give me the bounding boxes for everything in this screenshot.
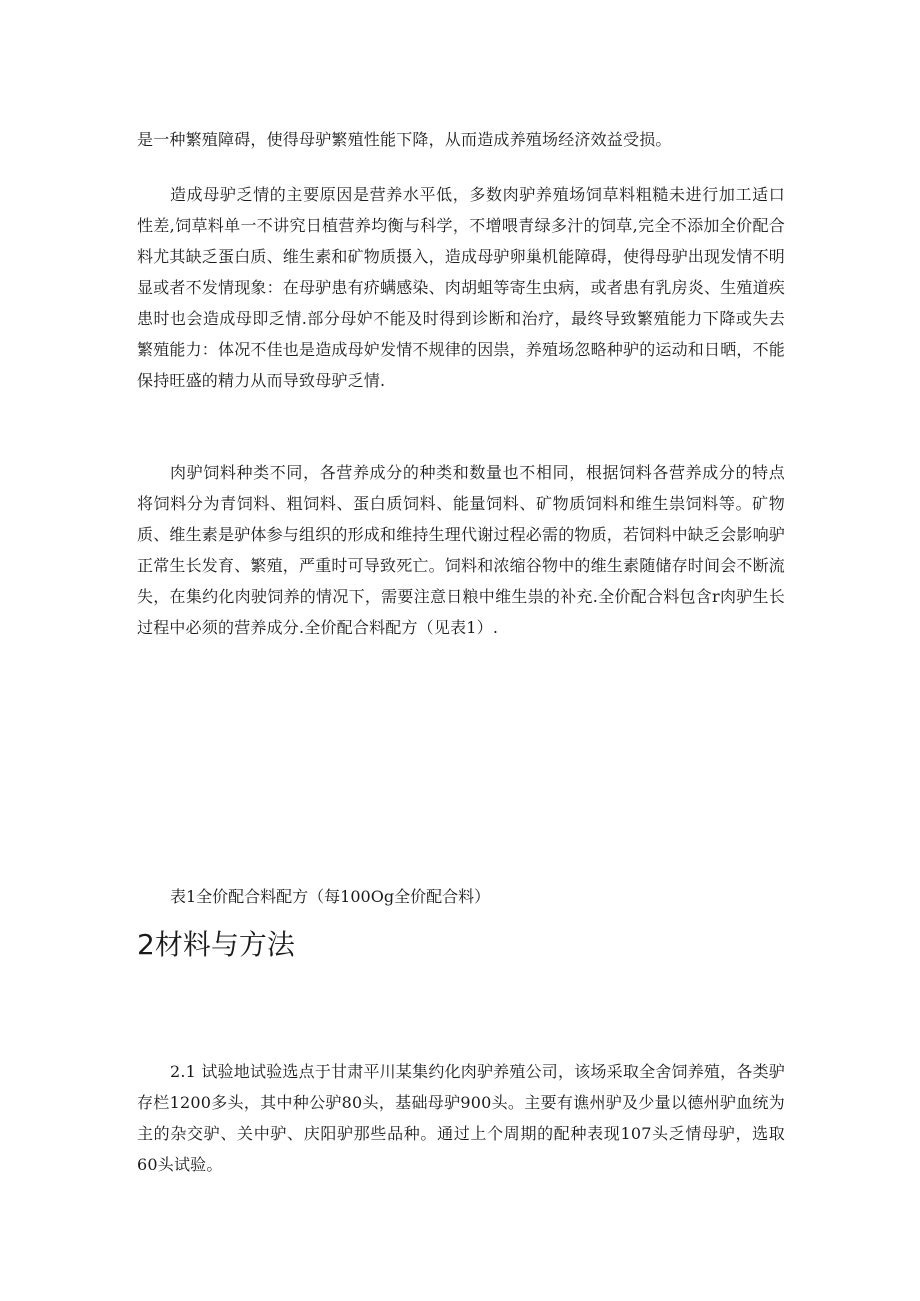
table-caption: 表1全价配合料配方（每100Og全价配合料） xyxy=(170,887,491,906)
paragraph-test-site: 2.1 试验地试验选点于甘肃平川某集约化肉驴养殖公司，该场采取全舍饲养殖，各类驴存栏1200多头，其中种公驴80头，基础母驴900头。主要有谯州驴及少量以德州驴血统为主的杂交驴、关中驴、庆阳驴那些品种。通过上个周期的配种表现107头乏情母驴，选取60头试验。 xyxy=(137,1062,785,1174)
paragraph-continuation: 是一种繁殖障碍，使得母驴繁殖性能下降，从而造成养殖场经济效益受损。 xyxy=(137,130,672,149)
section-heading: 2材料与方法 xyxy=(137,928,295,961)
paragraph-feed-types: 肉驴饲料种类不同，各营养成分的种类和数量也不相同，根据饲料各营养成分的特点将饲料分为青饲料、粗饲料、蛋白质饲料、能量饲料、矿物质饲料和维生祟饲料等。矿物质、维生素是驴体参与组织的形成和维持生理代谢过程必需的物质，若饲料中缺乏会影响驴正常生长发育、繁殖，严重时可导致死亡。饲料和浓缩谷物中的维生素随储存时间会不断流失，在集约化肉驶饲养的情况下，需要注意日粮中维生祟的补充.全价配合料包含r肉驴生长过程中必须的营养成分.全价配合料配方（见表1）. xyxy=(137,463,786,637)
paragraph-anestrus-causes: 造成母驴乏情的主要原因是营养水平低，多数肉驴养殖场饲草料粗糙未进行加工适口性差,饲草料单一不讲究日植营养均衡与科学，不增喂青绿多汁的饲草,完全不添加全价配合料尤其缺乏蛋白质、维生素和矿物质摄入，造成母驴卵巢机能障碍，使得母驴出现发情不明显或者不发情现象：在母驴患有疥螨感染、肉胡蛆等寄生虫病，或者患有乳房炎、生殖道疾患时也会造成母即乏情.部分母妒不能及时得到诊断和治疗，最终导致繁殖能力下降或失去繁殖能力：体况不佳也是造成母妒发情不规律的因祟，养殖场忽略种驴的运动和日晒，不能保持旺盛的精力从而导致母驴乏情. xyxy=(137,185,786,390)
